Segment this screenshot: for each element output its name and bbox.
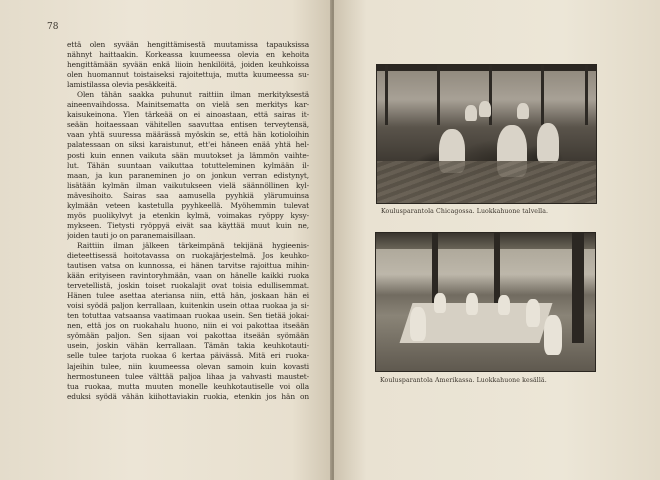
body-text <box>67 40 309 402</box>
photo-child <box>466 293 478 315</box>
text-line: lisätään kylmän ilman vaikutukseen vielä säännöllinen kyl- <box>67 180 309 190</box>
text-line: selle tulee tarjota ruokaa 6 kertaa päivässä. Mitä eri ruoka- <box>67 351 309 361</box>
photo-figure <box>465 105 477 121</box>
text-line: Raittiin ilman jälkeen tärkeimpänä tekijänä hygieenis- <box>77 240 309 250</box>
text-line: tervetellistä, joskin toiset ruokalajit ovat toisia edullisemmat. <box>67 281 309 291</box>
text-line: myös puolikylvyt ja etenkin kylmä, voimakas ryöppy kysy- <box>67 210 309 220</box>
text-line: hengittämään syvään enkä liioin henkilöitä, joiden keuhkoissa <box>67 60 309 70</box>
photo-roof <box>377 65 596 71</box>
text-line: voisi syödä paljon kerrallaan, kuitenkin usein ottaa ruokaa ja si- <box>67 301 309 311</box>
photo-child <box>526 299 540 327</box>
text-line: olen huomannut toistaiseksi rajoitettuja, mutta kuumeessa su- <box>67 70 309 80</box>
text-line: Olen tähän saakka puhunut raittiin ilman merkityksestä <box>77 90 309 100</box>
photo-child <box>410 307 426 341</box>
text-line: tautisen vatsa on kunnossa, ei hänen tarvitse rajoittua mihin- <box>67 261 309 271</box>
photo-winter-classroom <box>376 64 597 204</box>
text-line: vaan yhtä suuressa määrässä myöskin se, että hän kotioloihin <box>67 130 309 140</box>
text-line: kään erityiseen ravintoryhmään, vaan on hänelle kaikki ruoka <box>67 271 309 281</box>
text-line: nen, että jos on ruokahalu huono, niin ei voi pakottaa itseään <box>67 321 309 331</box>
photo-beam <box>437 65 440 125</box>
photo-child <box>498 295 510 315</box>
text-line: eduksi syödä vähän kiihottaviakin ruokia, etenkin jos hän on <box>67 391 309 401</box>
text-line: Hänen tulee asettaa ateriansa niin, että hän, joskaan hän ei <box>67 291 309 301</box>
photo-beam <box>385 65 388 125</box>
text-line: kaisukeinona. Ylen tärkeää on ei ainoastaan, että sairas it- <box>67 110 309 120</box>
text-line: joiden tauti jo on paranemaisillaan. <box>67 230 196 240</box>
text-line: dieteettisessä hoitotavassa on ruokajärjestelmä. Jos keuhko- <box>67 250 309 260</box>
text-line: lamistilassa olevia pesäkkeitä. <box>67 80 177 90</box>
text-line: nähnyt haittaakin. Korkeassa kuumeessa olevia en kehoita <box>67 50 309 60</box>
photo-figure <box>517 103 529 119</box>
photo-canopy <box>376 233 595 249</box>
text-line: kylmään veteen kastetulla pyyhkeellä. Myöhemmin tulevat <box>67 200 309 210</box>
text-line: lut. Tähän suuntaan vaikuttaa totutteleminen kylmään il- <box>67 160 309 170</box>
photo-figure <box>537 123 559 163</box>
text-line: usein, joskin vähän kerrallaan. Tämän takia keuhkotauti- <box>67 341 309 351</box>
photo-tree <box>572 233 584 343</box>
text-line: lajeihin tulee, niin kuumeessa olevan samoin kuin kovasti <box>67 361 309 371</box>
text-line: että olen syvään hengittämisestä muutamissa tapauksissa <box>67 40 309 49</box>
photo-beam <box>541 65 544 125</box>
photo-summer-classroom <box>375 232 596 372</box>
text-line: maan, ja kun paraneminen jo on jonkun verran edistynyt, <box>67 170 309 180</box>
photo-child <box>434 293 446 313</box>
text-line: palatessaan on siksi karaistunut, ett'ei häneen enää yhtä hel- <box>67 140 309 150</box>
text-line: aineenvaihdossa. Mainitsematta on vielä sen merkitys kar- <box>67 100 309 110</box>
text-line: mävesihoito. Sairas saa aamusella pyyhkiä ylärumuinsa <box>67 190 309 200</box>
caption-winter-classroom: Koulusparantola Chicagossa. Luokkahuone talvella. <box>381 208 549 215</box>
text-line: posti kuin ennen vaikuta sään muutokset ja lämmön vaihte- <box>67 150 309 160</box>
page-number: 78 <box>47 22 59 32</box>
photo-floor <box>377 161 596 203</box>
photo-beam <box>585 65 588 125</box>
text-line: ten totuttaa vatsaansa vaatimaan ruokaa usein. Sen tietää jokai- <box>67 311 309 321</box>
photo-figure <box>479 101 491 117</box>
text-line: mykseen. Tietysti ryöppyä eivät saa käyttää muut kuin ne, <box>67 220 309 230</box>
text-line: tua ruokaa, mutta muuten monelle keuhkotautiselle voi olla <box>67 381 309 391</box>
text-line: seään hoitaessaan vähitellen saavuttaa entisen terveytensä, <box>67 120 309 130</box>
text-line: hermostuneen tulee välttää paljoa lihaa ja vahvasti maustet- <box>67 371 309 381</box>
caption-summer-classroom: Koulusparantola Amerikassa. Luokkahuone kesällä. <box>380 377 547 384</box>
photo-child <box>544 315 562 355</box>
text-line: syömään paljon. Sen sijaan voi pakottaa itseään syömään <box>67 331 309 341</box>
